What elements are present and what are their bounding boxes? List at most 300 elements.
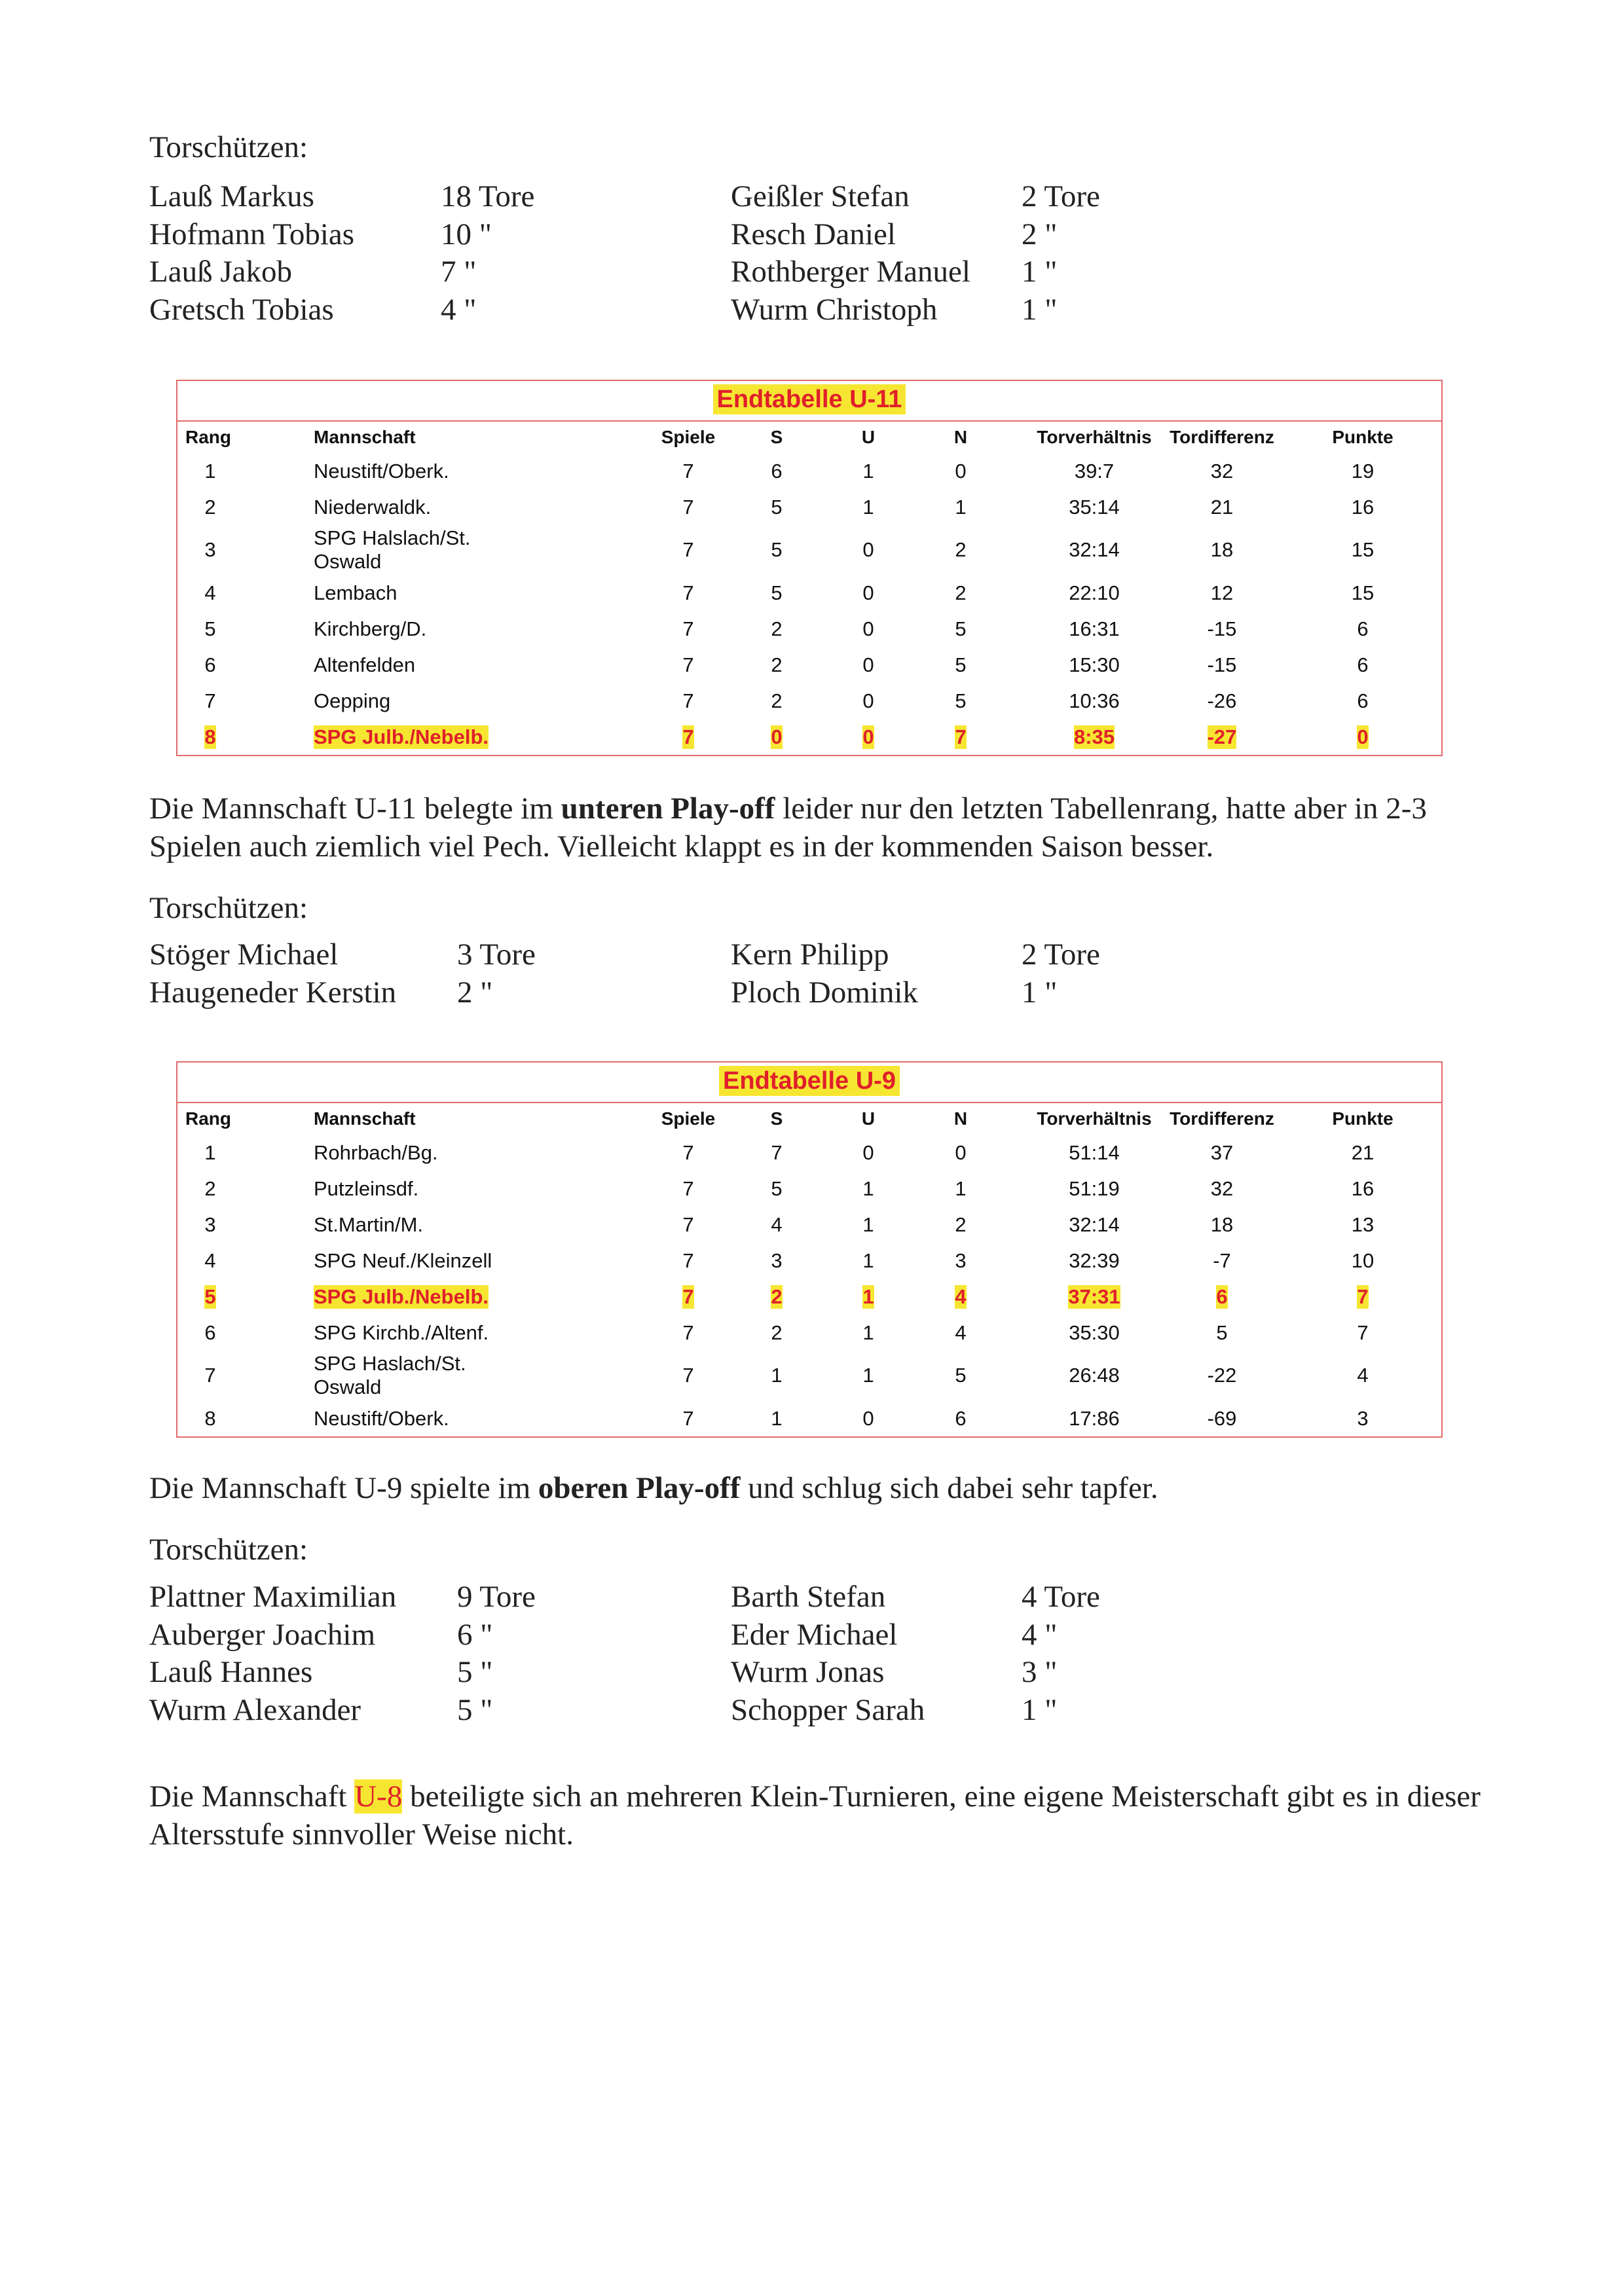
cell-mannschaft [314,489,510,525]
cell-mannschaft [314,1400,510,1436]
cell-value: 7 [682,1285,694,1308]
cell-unentschieden [832,647,904,683]
cell-value: Oepping [314,689,391,712]
cell-mannschaft [314,719,510,755]
column-header-siege: S [770,1108,783,1129]
scorer-name: Lauß Markus [149,179,314,213]
scorer-row [149,216,1197,254]
scorer-goals: 10 " [441,217,492,251]
cell-value: 7 [682,538,694,561]
cell-value: 1 [862,495,874,519]
cell-value: 2 [771,689,783,712]
cell-value: -7 [1213,1248,1231,1272]
table-row [177,1207,1441,1243]
cell-value: 22:10 [1069,581,1120,604]
cell-punkte [1304,1171,1422,1207]
cell-rang [184,575,236,611]
scorer-goals: 1 " [1022,255,1058,289]
table-title-bar [177,1063,1441,1103]
cell-punkte [1304,1207,1422,1243]
cell-rang [184,1171,236,1207]
table-u11 [176,380,1443,756]
cell-siege [741,525,813,575]
cell-value: 1 [862,1364,874,1387]
cell-value: 6 [955,1406,967,1430]
paragraph-u9 [149,1469,1498,1507]
scorer-name: Gretsch Tobias [149,292,334,327]
table-row [177,1315,1441,1351]
column-header-niederlagen: N [953,1108,968,1129]
cell-niederlagen [925,1315,997,1351]
cell-value: 7 [682,653,694,676]
cell-value: Lembach [314,581,397,604]
paragraph-u11-pre: Die Mannschaft U-11 belegte im [149,792,561,826]
cell-value: 2 [955,538,967,561]
scorer-name: Hofmann Tobias [149,217,355,251]
paragraph-u9-bold: oberen Play-off [538,1471,741,1505]
table-header-row [177,422,1441,453]
cell-value: St.Martin/M. [314,1212,424,1236]
cell-punkte [1304,719,1422,755]
cell-value: 6 [1357,653,1369,676]
cell-value: 4 [204,581,216,604]
cell-value: 0 [862,725,874,748]
cell-unentschieden [832,453,904,489]
cell-value: 15:30 [1069,653,1120,676]
scorer-goals: 4 " [1022,1617,1058,1652]
cell-value: 6 [204,1321,216,1344]
cell-value: 1 [955,1176,967,1200]
column-header-rang: Rang [185,427,231,447]
cell-value: Altenfelden [314,653,416,676]
cell-value: 10 [1351,1248,1375,1272]
cell-siege [741,453,813,489]
scorers-heading-3: Torschützen: [149,1533,308,1567]
cell-mannschaft [314,1351,510,1400]
scorer-goals: 2 " [457,975,493,1010]
cell-tordifferenz [1160,1315,1284,1351]
cell-mannschaft [314,525,510,575]
cell-siege [741,489,813,525]
column-header-tordifferenz: Tordifferenz [1170,1108,1274,1129]
cell-siege [741,1351,813,1400]
cell-value: 3 [204,538,216,561]
cell-value: 18 [1210,1212,1234,1236]
cell-rang [184,1315,236,1351]
cell-niederlagen [925,1400,997,1436]
column-header-torverhaeltnis: Torverhältnis [1037,1108,1152,1129]
cell-niederlagen [925,575,997,611]
cell-tordifferenz [1160,525,1284,575]
cell-value: 7 [682,459,694,483]
cell-rang [184,1135,236,1171]
cell-unentschieden [832,575,904,611]
cell-value: -22 [1207,1364,1237,1387]
cell-value: 7 [682,617,694,640]
cell-rang [184,647,236,683]
column-header-punkte: Punkte [1332,427,1393,447]
cell-torverhaeltnis [1022,683,1166,719]
cell-niederlagen [925,1279,997,1315]
cell-value: 21 [1210,495,1234,519]
cell-value: 12 [1210,581,1234,604]
cell-value: 7 [682,495,694,519]
cell-siege [741,575,813,611]
cell-value: -69 [1207,1406,1237,1430]
cell-rang [184,683,236,719]
scorer-name: Resch Daniel [731,217,896,251]
cell-value: 5 [955,1364,967,1387]
cell-value: 1 [204,459,216,483]
cell-value: 32:39 [1069,1248,1120,1272]
cell-value: 8 [204,725,216,748]
column-header-spiele: Spiele [661,1108,716,1129]
paragraph-u11-post: leider nur den letzten Tabellenrang, hatte aber in 2-3 Spielen auch ziemlich viel Pech. Vielleicht klappt es in der kommenden Saison besser. [149,792,1427,864]
cell-value: 8 [204,1406,216,1430]
cell-torverhaeltnis [1022,719,1166,755]
cell-spiele [629,1207,747,1243]
cell-unentschieden [832,1243,904,1279]
cell-value: 0 [862,653,874,676]
cell-punkte [1304,683,1422,719]
cell-value: 4 [204,1248,216,1272]
cell-value: 2 [771,617,783,640]
cell-value: 7 [682,1321,694,1344]
cell-value: 7 [204,689,216,712]
cell-tordifferenz [1160,611,1284,647]
cell-siege [741,1207,813,1243]
scorer-name: Auberger Joachim [149,1617,375,1652]
cell-value: 1 [862,1176,874,1200]
cell-siege [741,1315,813,1351]
cell-punkte [1304,575,1422,611]
table-row [177,1243,1441,1279]
cell-mannschaft [314,683,510,719]
scorers-list-3 [149,1578,1197,1729]
cell-torverhaeltnis [1022,1351,1166,1400]
cell-spiele [629,575,747,611]
cell-unentschieden [832,1135,904,1171]
cell-value: 6 [1216,1285,1228,1308]
column-header-mannschaft: Mannschaft [314,1108,416,1129]
column-header-unentschieden: U [861,1108,876,1129]
column-header-rang: Rang [185,1108,231,1129]
cell-tordifferenz [1160,683,1284,719]
scorer-name: Lauß Jakob [149,255,292,289]
scorer-goals: 3 " [1022,1655,1058,1689]
scorer-name: Wurm Alexander [149,1692,361,1727]
cell-unentschieden [832,683,904,719]
cell-value: 0 [771,725,783,748]
cell-niederlagen [925,1351,997,1400]
table-row [177,683,1441,719]
scorer-goals: 1 " [1022,292,1058,327]
paragraph-u8-post: beteiligte sich an mehreren Klein-Turnieren, eine eigene Meisterschaft gibt es in dieser Altersstufe sinnvoller Weise nicht. [149,1779,1481,1851]
cell-siege [741,647,813,683]
cell-rang [184,1279,236,1315]
cell-value: 7 [1357,1321,1369,1344]
cell-value: 35:14 [1069,495,1120,519]
cell-mannschaft [314,1315,510,1351]
cell-unentschieden [832,611,904,647]
cell-value: 19 [1351,459,1375,483]
cell-siege [741,611,813,647]
cell-value: 2 [955,1212,967,1236]
cell-value: SPG Halslach/St. Oswald [314,526,471,573]
cell-punkte [1304,1400,1422,1436]
cell-unentschieden [832,1400,904,1436]
cell-value: 7 [682,1140,694,1164]
scorer-goals: 5 " [457,1655,493,1689]
cell-value: Kirchberg/D. [314,617,427,640]
cell-tordifferenz [1160,489,1284,525]
cell-value: 1 [204,1140,216,1164]
cell-mannschaft [314,1243,510,1279]
cell-value: 7 [682,1364,694,1387]
cell-value: 5 [771,538,783,561]
cell-value: 1 [862,1212,874,1236]
cell-value: -26 [1207,689,1237,712]
cell-value: 3 [204,1212,216,1236]
scorer-goals: 2 Tore [1022,938,1100,972]
cell-unentschieden [832,525,904,575]
column-header-torverhaeltnis: Torverhältnis [1037,427,1152,447]
cell-spiele [629,611,747,647]
cell-tordifferenz [1160,453,1284,489]
cell-niederlagen [925,647,997,683]
cell-torverhaeltnis [1022,611,1166,647]
column-header-punkte: Punkte [1332,1108,1393,1129]
table-row [177,575,1441,611]
cell-value: 6 [771,459,783,483]
table-title-bar [177,381,1441,422]
cell-value: 7 [682,725,694,748]
cell-tordifferenz [1160,1351,1284,1400]
cell-tordifferenz [1160,1279,1284,1315]
cell-tordifferenz [1160,575,1284,611]
scorer-name: Eder Michael [731,1617,898,1652]
cell-value: 5 [1216,1321,1228,1344]
cell-value: 4 [1357,1364,1369,1387]
cell-value: 35:30 [1069,1321,1120,1344]
paragraph-u11 [149,790,1498,866]
cell-value: SPG Haslach/St. Oswald [314,1352,466,1398]
cell-value: 1 [771,1406,783,1430]
column-header-unentschieden: U [861,427,876,447]
scorer-name: Wurm Jonas [731,1655,885,1689]
paragraph-u8-highlight: U-8 [354,1779,403,1813]
column-header-spiele: Spiele [661,427,716,447]
scorer-row [149,936,1197,974]
cell-punkte [1304,611,1422,647]
cell-value: 5 [204,617,216,640]
cell-value: 5 [771,581,783,604]
cell-punkte [1304,647,1422,683]
scorer-row [149,1654,1197,1692]
cell-value: 1 [862,1285,874,1308]
cell-value: 0 [862,1140,874,1164]
cell-value: 2 [204,1176,216,1200]
scorers-list-1 [149,178,1197,329]
paragraph-u11-bold: unteren Play-off [561,792,775,826]
scorer-goals: 4 " [441,292,477,327]
cell-value: 3 [771,1248,783,1272]
cell-siege [741,1171,813,1207]
cell-value: 5 [955,653,967,676]
cell-tordifferenz [1160,1207,1284,1243]
cell-torverhaeltnis [1022,575,1166,611]
cell-value: 26:48 [1069,1364,1120,1387]
scorer-name: Plattner Maximilian [149,1580,397,1614]
cell-value: Niederwaldk. [314,495,432,519]
cell-punkte [1304,1315,1422,1351]
cell-mannschaft [314,1171,510,1207]
paragraph-u8-pre: Die Mannschaft [149,1779,355,1813]
cell-value: 2 [771,1321,783,1344]
scorer-row [149,1578,1197,1616]
cell-niederlagen [925,525,997,575]
cell-value: 7 [682,689,694,712]
paragraph-u9-post: und schlug sich dabei sehr tapfer. [740,1471,1158,1505]
cell-mannschaft [314,1279,510,1315]
cell-punkte [1304,1243,1422,1279]
cell-torverhaeltnis [1022,489,1166,525]
cell-tordifferenz [1160,719,1284,755]
scorer-name: Barth Stefan [731,1580,886,1614]
cell-mannschaft [314,575,510,611]
cell-value: 7 [682,1406,694,1430]
cell-value: 51:14 [1069,1140,1120,1164]
cell-value: 18 [1210,538,1234,561]
cell-value: 32 [1210,459,1234,483]
cell-value: 0 [1357,725,1369,748]
cell-torverhaeltnis [1022,1207,1166,1243]
cell-rang [184,611,236,647]
cell-value: 3 [1357,1406,1369,1430]
cell-value: 4 [955,1321,967,1344]
cell-value: 32:14 [1069,1212,1120,1236]
table-row [177,647,1441,683]
scorer-goals: 5 " [457,1692,493,1727]
cell-value: Rohrbach/Bg. [314,1140,438,1164]
cell-mannschaft [314,647,510,683]
scorer-goals: 1 " [1022,1692,1058,1727]
cell-siege [741,719,813,755]
cell-value: 4 [955,1285,967,1308]
scorer-name: Wurm Christoph [731,292,938,327]
cell-spiele [629,1243,747,1279]
table-title: Endtabelle U-11 [713,384,906,414]
scorer-row [149,291,1197,329]
cell-rang [184,719,236,755]
cell-punkte [1304,1351,1422,1400]
cell-niederlagen [925,719,997,755]
cell-value: 7 [1357,1285,1369,1308]
cell-punkte [1304,489,1422,525]
table-row [177,489,1441,525]
cell-value: 2 [771,653,783,676]
cell-value: Neustift/Oberk. [314,1406,449,1430]
cell-value: 0 [862,1406,874,1430]
scorer-name: Stöger Michael [149,938,339,972]
cell-unentschieden [832,1351,904,1400]
column-header-mannschaft: Mannschaft [314,427,416,447]
scorer-goals: 6 " [457,1617,493,1652]
cell-siege [741,1135,813,1171]
scorer-name: Geißler Stefan [731,179,910,213]
cell-value: 7 [682,1212,694,1236]
cell-torverhaeltnis [1022,1243,1166,1279]
cell-spiele [629,683,747,719]
cell-value: 7 [682,1176,694,1200]
paragraph-u8 [149,1777,1498,1853]
cell-value: -15 [1207,653,1237,676]
scorer-name: Haugeneder Kerstin [149,975,397,1010]
cell-siege [741,1243,813,1279]
cell-value: 1 [862,1321,874,1344]
cell-value: 7 [682,581,694,604]
cell-tordifferenz [1160,1171,1284,1207]
scorer-row [149,253,1197,291]
column-header-tordifferenz: Tordifferenz [1170,427,1274,447]
scorer-name: Kern Philipp [731,938,889,972]
table-row [177,453,1441,489]
cell-torverhaeltnis [1022,1135,1166,1171]
cell-tordifferenz [1160,1243,1284,1279]
table-row [177,1279,1441,1315]
scorer-goals: 18 Tore [441,179,535,213]
cell-value: 17:86 [1069,1406,1120,1430]
scorers-list-2 [149,936,1197,1011]
cell-value: 2 [771,1285,783,1308]
cell-value: 0 [862,689,874,712]
cell-unentschieden [832,1315,904,1351]
paragraph-u9-pre: Die Mannschaft U-9 spielte im [149,1471,538,1505]
cell-value: 7 [204,1364,216,1387]
cell-unentschieden [832,489,904,525]
cell-tordifferenz [1160,1135,1284,1171]
cell-punkte [1304,1135,1422,1171]
scorer-goals: 2 " [1022,217,1058,251]
cell-mannschaft [314,453,510,489]
cell-value: 0 [955,1140,967,1164]
cell-value: SPG Neuf./Kleinzell [314,1248,492,1272]
cell-rang [184,525,236,575]
cell-spiele [629,1315,747,1351]
scorer-goals: 7 " [441,255,477,289]
scorer-name: Rothberger Manuel [731,255,970,289]
cell-punkte [1304,453,1422,489]
cell-value: 16 [1351,1176,1375,1200]
cell-niederlagen [925,1207,997,1243]
scorer-goals: 9 Tore [457,1580,536,1614]
cell-mannschaft [314,1135,510,1171]
cell-rang [184,1351,236,1400]
scorer-row [149,1692,1197,1730]
cell-unentschieden [832,719,904,755]
scorer-goals: 3 Tore [457,938,536,972]
cell-value: 37 [1210,1140,1234,1164]
cell-torverhaeltnis [1022,1315,1166,1351]
cell-value: 1 [862,1248,874,1272]
column-header-siege: S [770,427,783,447]
cell-value: 15 [1351,581,1375,604]
cell-unentschieden [832,1207,904,1243]
scorers-heading-1: Torschützen: [149,130,308,164]
cell-value: 5 [771,1176,783,1200]
table-row [177,1135,1441,1171]
cell-punkte [1304,525,1422,575]
